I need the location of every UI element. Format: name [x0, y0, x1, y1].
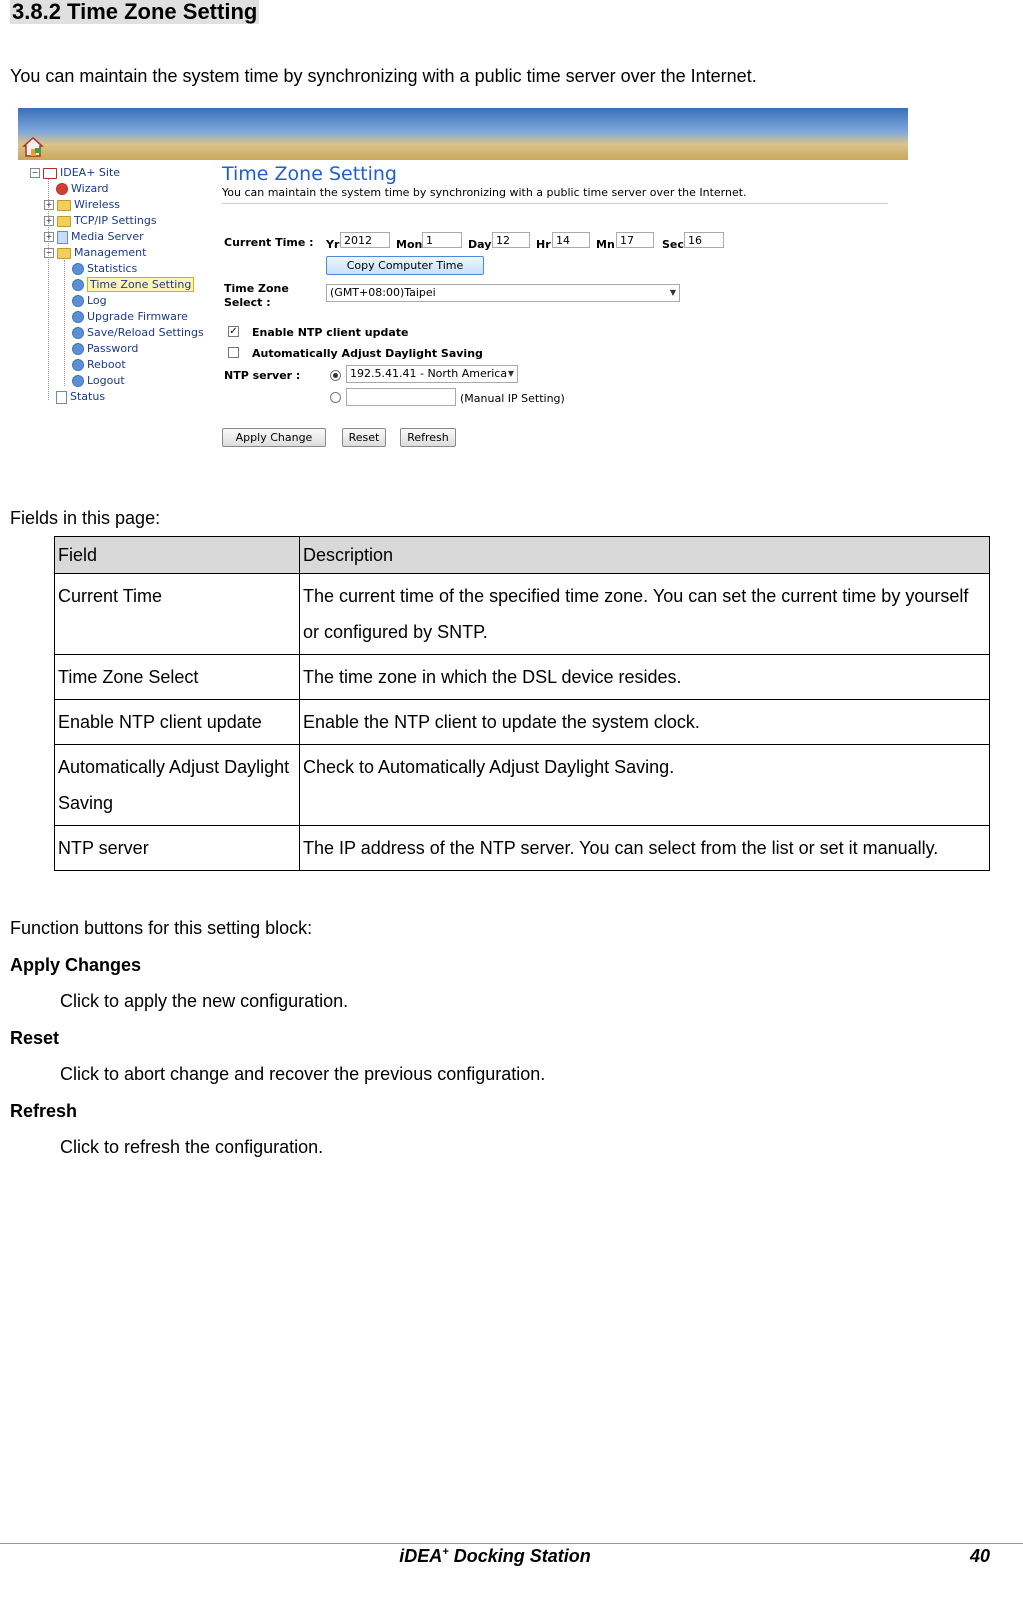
header-field: Field [55, 537, 300, 574]
gear-icon [72, 295, 84, 307]
function-desc-apply: Click to apply the new configuration. [60, 991, 349, 1011]
home-small-icon [43, 168, 57, 179]
page-icon [56, 391, 67, 404]
mn-label: Mn [596, 238, 615, 251]
reset-button[interactable]: Reset [342, 428, 386, 447]
description-cell: The current time of the specified time zone. You can set the current time by yourself or configured by SNTP. [300, 574, 990, 655]
tree-item-timezone[interactable]: Time Zone Setting [72, 278, 194, 292]
tz-label-1: Time Zone [224, 282, 289, 295]
dst-checkbox[interactable] [228, 347, 239, 358]
gear-icon [72, 263, 84, 275]
tree-item-statistics[interactable]: Statistics [72, 262, 137, 276]
folder-icon [57, 200, 71, 211]
field-cell: Automatically Adjust Daylight Saving [55, 745, 300, 826]
description-cell: Enable the NTP client to update the system clock. [300, 700, 990, 745]
tree-item-logout[interactable]: Logout [72, 374, 125, 388]
table-row [55, 700, 990, 745]
tree-root[interactable]: − IDEA+ Site [31, 166, 121, 179]
mon-label: Mon [396, 238, 423, 251]
description-cell: Check to Automatically Adjust Daylight Saving. [300, 745, 990, 826]
ntp-manual-input[interactable] [346, 388, 456, 406]
field-cell: Enable NTP client update [55, 700, 300, 745]
field-cell: NTP server [55, 826, 300, 871]
sky-banner [18, 108, 908, 160]
gear-icon [72, 327, 84, 339]
table-row [55, 745, 990, 826]
router-screenshot [18, 108, 908, 466]
hr-label: Hr [536, 238, 551, 251]
media-icon [57, 231, 68, 244]
pane-subtitle: You can maintain the system time by synchronizing with a public time server over the Internet. [222, 186, 747, 199]
gear-icon [72, 375, 84, 387]
page-number: 40 [969, 1546, 990, 1566]
hr-input[interactable]: 14 [552, 232, 590, 248]
tree-item-media[interactable]: + Media Server [45, 230, 144, 243]
tree-item-saveload[interactable]: Save/Reload Settings [72, 326, 204, 340]
wand-icon [56, 183, 68, 195]
function-desc-refresh: Click to refresh the configuration. [60, 1137, 324, 1157]
ntp-list-radio[interactable] [330, 370, 341, 381]
tree-item-upgrade[interactable]: Upgrade Firmware [72, 310, 188, 324]
field-cell: Time Zone Select [55, 655, 300, 700]
gear-icon [72, 359, 84, 371]
ntp-server-label: NTP server : [224, 369, 301, 382]
timezone-select[interactable]: (GMT+08:00)Taipei ▼ [326, 284, 680, 302]
functions-intro: Function buttons for this setting block: [10, 918, 313, 938]
home-icon [22, 136, 44, 158]
refresh-button[interactable]: Refresh [400, 428, 456, 447]
tree-item-wireless[interactable]: + Wireless [45, 198, 121, 211]
copy-computer-time-button[interactable]: Copy Computer Time [326, 256, 484, 275]
folder-open-icon [57, 248, 71, 259]
description-cell: The IP address of the NTP server. You can select from the list or set it manually. [300, 826, 990, 871]
yr-label: Yr [326, 238, 340, 251]
tree-item-management[interactable]: − Management [45, 246, 147, 259]
table-header-row [55, 537, 990, 574]
table-row [55, 826, 990, 871]
function-name-reset: Reset [10, 1028, 60, 1048]
gear-icon [72, 279, 84, 291]
table-row [55, 655, 990, 700]
pane-title: Time Zone Setting [222, 163, 397, 185]
tz-label-2: Select : [224, 296, 271, 309]
sec-label: Sec [662, 238, 684, 251]
function-name-apply: Apply Changes [10, 955, 142, 975]
mon-input[interactable]: 1 [422, 232, 462, 248]
fields-table [54, 536, 990, 871]
section-heading: 3.8.2 Time Zone Setting [12, 0, 258, 24]
tree-item-reboot[interactable]: Reboot [72, 358, 126, 372]
mn-input[interactable]: 17 [616, 232, 654, 248]
yr-input[interactable]: 2012 [340, 232, 390, 248]
manual-ip-label: (Manual IP Setting) [460, 392, 565, 405]
tree-item-status[interactable]: Status [56, 390, 105, 404]
gear-icon [72, 311, 84, 323]
ntp-enable-checkbox[interactable]: ✓ [229, 326, 238, 337]
function-desc-reset: Click to abort change and recover the previous configuration. [60, 1064, 546, 1084]
divider [222, 203, 888, 204]
chevron-down-icon: ▼ [669, 288, 676, 297]
apply-change-button[interactable]: Apply Change [222, 428, 326, 447]
tree-item-password[interactable]: Password [72, 342, 138, 356]
gear-icon [72, 343, 84, 355]
ntp-enable-label: Enable NTP client update [252, 326, 409, 339]
ntp-server-select[interactable]: 192.5.41.41 - North America ▼ [346, 365, 518, 383]
chevron-down-icon: ▼ [507, 369, 514, 378]
function-name-refresh: Refresh [10, 1101, 78, 1121]
folder-icon [57, 216, 71, 227]
day-label: Day [468, 238, 492, 251]
footer-title: iDEA+ Docking Station [399, 1546, 591, 1566]
sec-input[interactable]: 16 [684, 232, 724, 248]
day-input[interactable]: 12 [492, 232, 530, 248]
intro-text: You can maintain the system time by synchronizing with a public time server over the Internet. [10, 66, 757, 86]
ntp-manual-radio[interactable] [330, 392, 341, 403]
header-description: Description [300, 537, 990, 574]
footer-divider [0, 1543, 1023, 1544]
table-row [55, 574, 990, 655]
description-cell: The time zone in which the DSL device resides. [300, 655, 990, 700]
tree-item-wizard[interactable]: Wizard [56, 182, 109, 196]
fields-intro: Fields in this page: [10, 508, 161, 528]
settings-pane [222, 158, 908, 466]
dst-label: Automatically Adjust Daylight Saving [252, 347, 483, 360]
current-time-label: Current Time : [224, 236, 314, 249]
tree-item-log[interactable]: Log [72, 294, 107, 308]
tree-item-tcpip[interactable]: + TCP/IP Settings [45, 214, 157, 227]
field-cell: Current Time [55, 574, 300, 655]
